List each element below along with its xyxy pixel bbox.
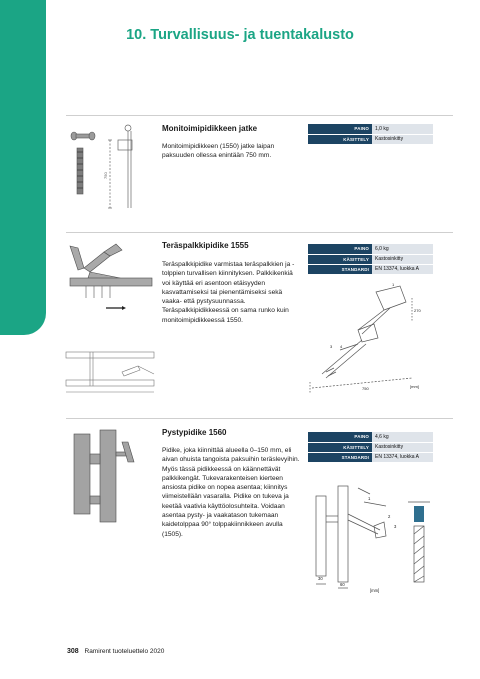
callout-2: 2 xyxy=(388,514,391,519)
spec-value: EN 13374, luokka A xyxy=(372,452,433,462)
spec-value: 6,0 kg xyxy=(372,244,433,254)
extension-technical-drawing xyxy=(104,122,154,214)
page-number: 308 xyxy=(67,648,79,655)
spec-key: KÄSITTELY xyxy=(308,254,372,264)
spec-row xyxy=(308,134,433,144)
product-name: Pystypidike 1560 xyxy=(162,428,227,437)
product-name: Monitoimipidikkeen jatke xyxy=(162,124,258,133)
vertical-clamp-product-image xyxy=(64,426,140,526)
dim-b-label: 60 xyxy=(340,582,345,587)
page-footer xyxy=(67,648,164,655)
product-description: Monitoimipidikkeen (1550) jatke laipan paksuuden ollessa enintään 750 mm. xyxy=(162,143,275,160)
spec-row xyxy=(308,264,433,274)
spec-value: 1,0 kg xyxy=(372,124,433,134)
callout-1: 1 xyxy=(392,282,395,287)
spec-key: KÄSITTELY xyxy=(308,442,372,452)
spec-row xyxy=(308,244,433,254)
callout-1: 1 xyxy=(368,496,371,501)
spec-row xyxy=(308,442,433,452)
page-title: 10. Turvallisuus- ja tuentakalusto xyxy=(126,27,354,43)
spec-value: Kastosinkitty xyxy=(372,254,433,264)
product-description: Pidike, joka kiinnittää alueella 0–150 mm, eli aivan ohuista tangoista paksuihin teräslevyihin. Myös tässä pidikkeessä on käännettävät palkkikengät. Tukevarakenteisen kierteen ansiosta pidike on nopea asentaa; kiinnitys viimeistellään vasaralla. Pidike on tukeva ja keetää vaativia käyttöolosuhteita. Voidaan asentaa pysty- ja vaakatason tukemaan kaidetolppaa 90° tolppakiinnikkeen avulla (1505). xyxy=(162,447,300,538)
product-name: Teräspalkkipidike 1555 xyxy=(162,241,249,250)
callout-3: 3 xyxy=(394,524,397,529)
beam-clamp-product-image xyxy=(64,238,156,318)
spec-key: STANDARDI xyxy=(308,264,372,274)
extension-dim-label: 750 xyxy=(103,172,108,179)
beam-clamp-installation-drawing xyxy=(64,348,156,400)
callout-3: 3 xyxy=(330,344,333,349)
spec-row xyxy=(308,432,433,442)
spec-value: Kastosinkitty xyxy=(372,442,433,452)
spec-key: PAINO xyxy=(308,244,372,254)
beam-clamp-technical-drawing xyxy=(300,282,428,400)
spec-row xyxy=(308,452,433,462)
footer-text: Ramirent tuoteluettelo 2020 xyxy=(84,648,165,655)
dim-height-label: 270 xyxy=(414,308,421,313)
spec-value: Kastosinkitty xyxy=(372,134,433,144)
spec-key: PAINO xyxy=(308,124,372,134)
spec-value: 4,6 kg xyxy=(372,432,433,442)
vertical-clamp-technical-drawing xyxy=(304,476,434,594)
unit-label: [mm] xyxy=(370,588,380,593)
callout-4: 4 xyxy=(340,344,343,349)
dim-width-label: 750 xyxy=(362,386,369,391)
spec-row xyxy=(308,124,433,134)
product-description: Teräspalkkipidike varmistaa teräspalkkien ja -tolppien turvallisen kiinnityksen. Palkkikenkiä voi käyttää eri asentoon etäisyyden kasvattamiseksi tai pienentämiseksi sekä vaaka- että pystysuunnassa. Teräspalkkipidikkeessä on sama runko kuin monitoimipidikkeessä 1550. xyxy=(162,261,295,324)
spec-table xyxy=(308,432,433,463)
chapter-side-tab xyxy=(0,0,46,335)
spec-value: EN 13374, luokka A xyxy=(372,264,433,274)
spec-key: KÄSITTELY xyxy=(308,134,372,144)
unit-label: [mm] xyxy=(410,384,419,389)
spec-table xyxy=(308,124,433,145)
spec-key: PAINO xyxy=(308,432,372,442)
section-divider xyxy=(66,115,453,116)
dim-a-label: 30 xyxy=(318,576,323,581)
spec-table xyxy=(308,244,433,275)
spec-row xyxy=(308,254,433,264)
section-divider xyxy=(66,232,453,233)
section-divider xyxy=(66,418,453,419)
spec-key: STANDARDI xyxy=(308,452,372,462)
